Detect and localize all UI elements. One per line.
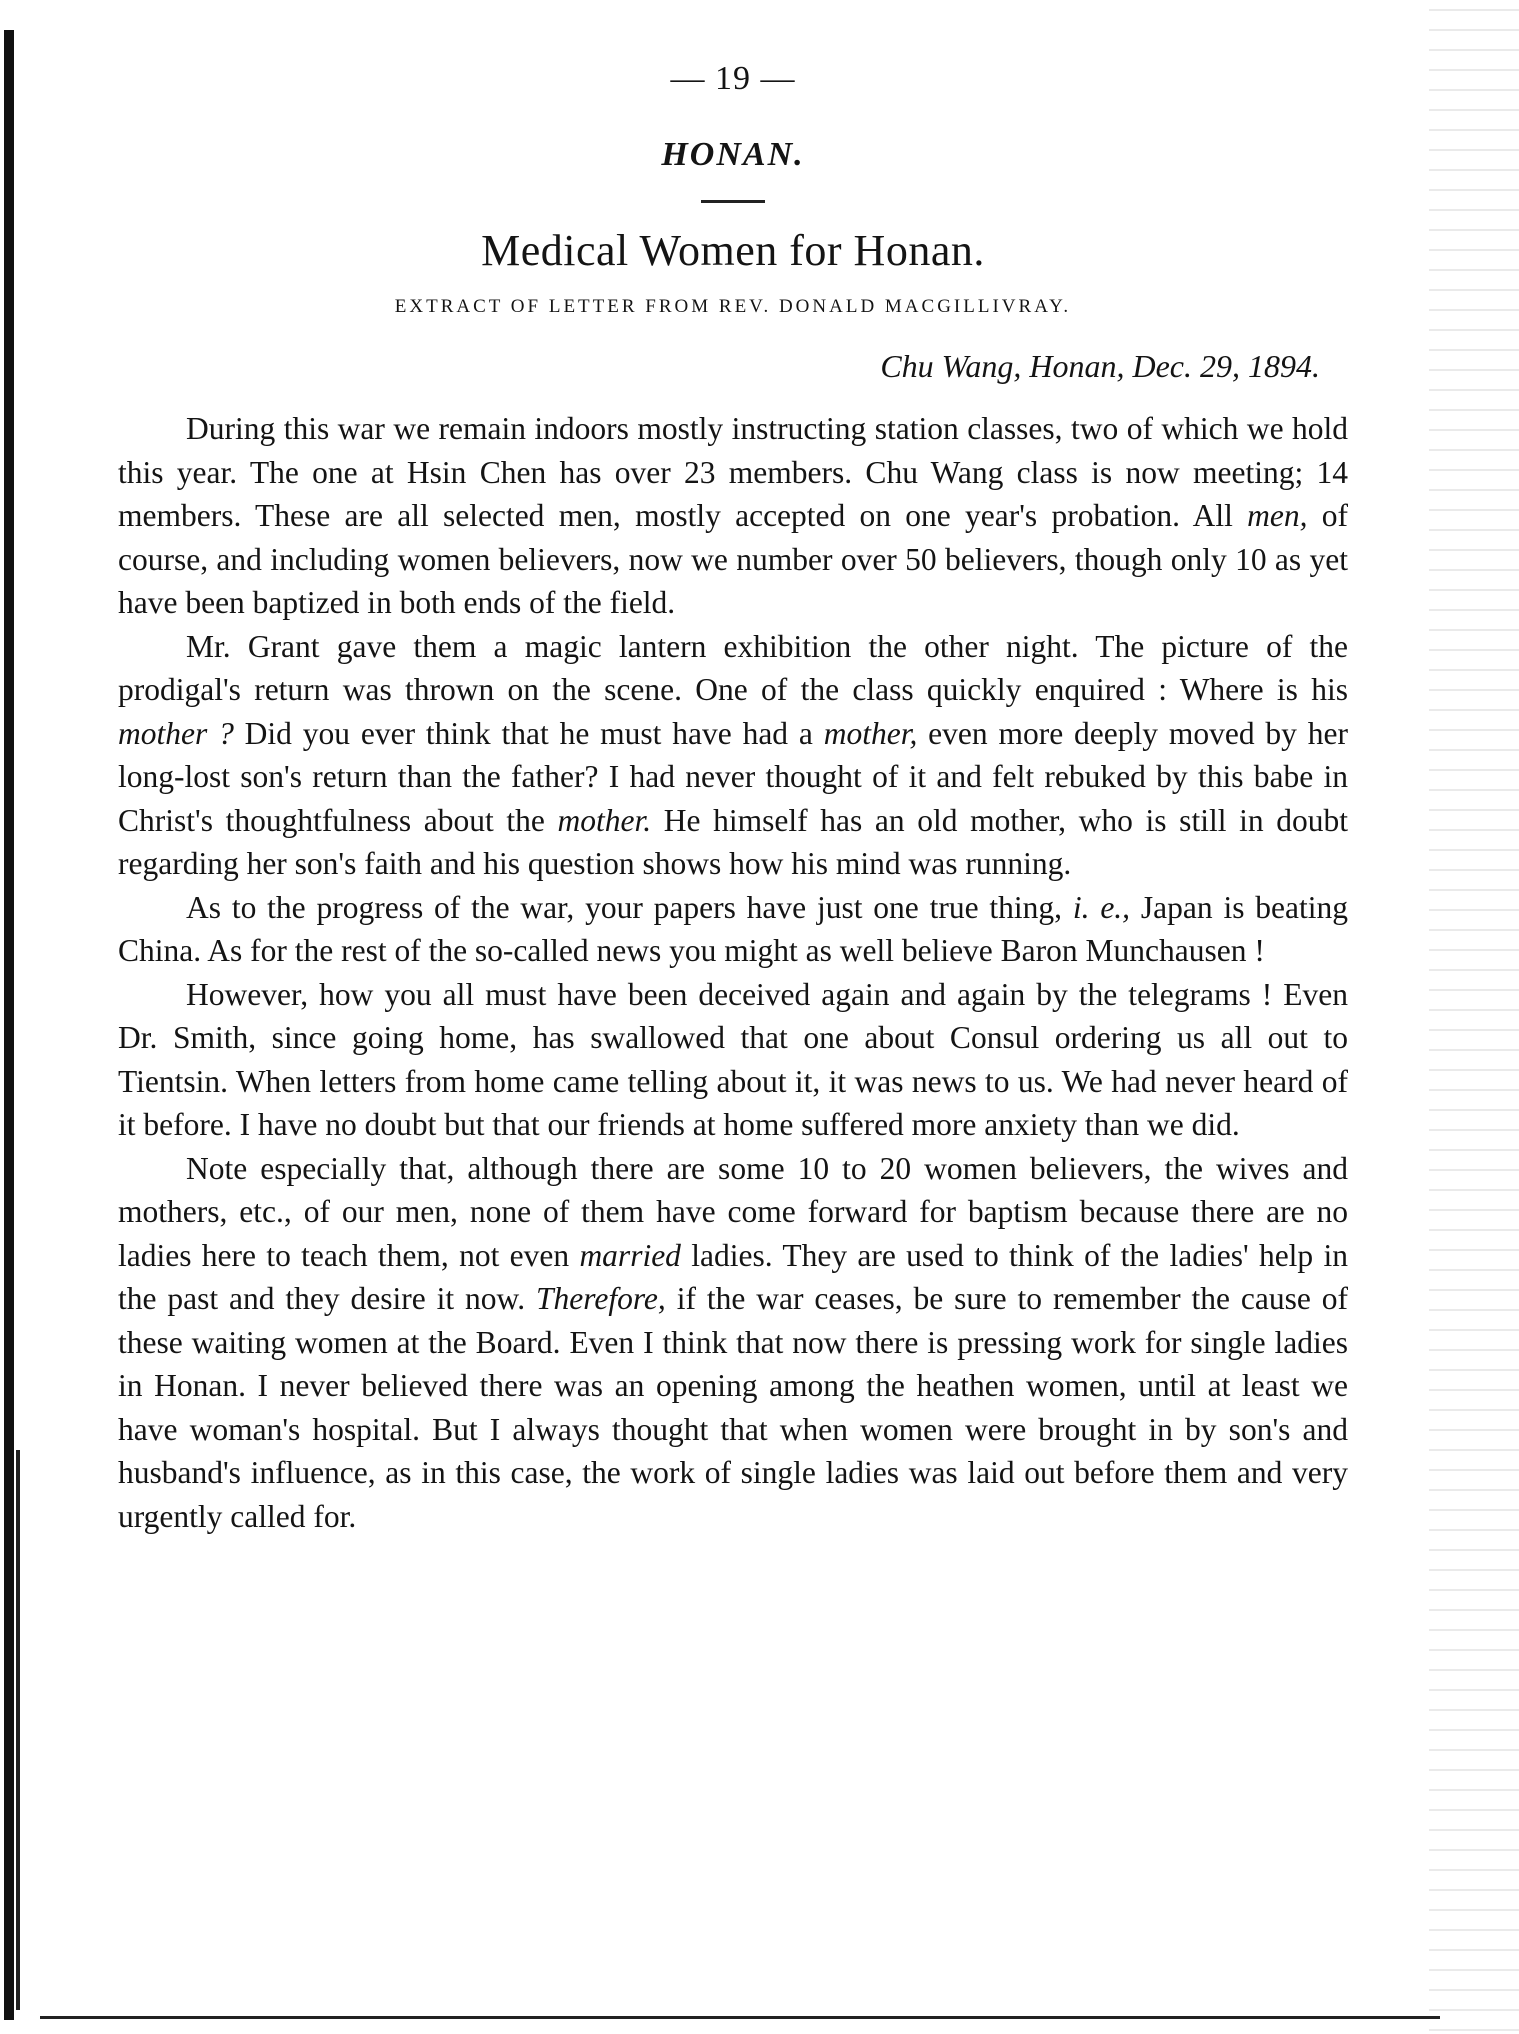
paragraph-5-text-b: ladies. They are used to think of the ladies' help in the past and they desire it now. (118, 1237, 1348, 1316)
left-binding-edge (4, 30, 14, 2020)
paragraph-3-emphasis: i. e., (1072, 889, 1131, 925)
bottom-edge-line (40, 2016, 1440, 2019)
paragraph-5-text-a: Note especially that, although there are some 10 to 20 women believers, the wives and mothers, etc., of our men, none of them have come forward for baptism because there are no ladies here to teach them, not even (118, 1150, 1348, 1273)
paragraph-2-emphasis-c: mother. (557, 802, 652, 838)
document-page (118, 60, 1348, 1538)
paragraph-1 (118, 407, 1348, 625)
paragraph-2-text-d: He himself has an old mother, who is still in doubt regarding her son's faith and his question shows how his mind was running. (118, 802, 1348, 881)
dateline: Chu Wang, Honan, Dec. 29, 1894. (880, 348, 1320, 384)
paragraph-3-text-b: Japan is beating China. As for the rest of the so-called news you might as well believe Baron Munchausen ! (118, 889, 1348, 968)
paragraph-2-emphasis-b: mother, (823, 715, 918, 751)
paragraph-5-emphasis-b: Therefore, (536, 1281, 666, 1316)
page-number: — 19 — (670, 60, 796, 97)
paragraph-1-text-a: During this war we remain indoors mostly instructing station classes, two of which we hold this year. The one at Hsin Chen has over 23 members. Chu Wang class is now meeting; 14 members. These are all selected men, mostly accepted on one year's probation. All (118, 411, 1348, 533)
left-binding-edge-inner (16, 1450, 20, 2010)
paragraph-2-text-c: even more deeply moved by her long-lost son's return than the father? I had never thought of it and felt rebuked by this babe in Christ's thoughtfulness about the (118, 715, 1348, 838)
paragraph-2 (118, 625, 1348, 886)
section-heading: HONAN. (661, 136, 805, 173)
paragraph-1-emphasis: men, (1247, 498, 1308, 533)
paragraph-1-text-b: of course, and including women believers, now we number over 50 believers, though only 10 as yet have been baptized in both ends of the field. (118, 498, 1348, 620)
divider-rule (701, 200, 765, 203)
right-page-edge-noise (1429, 0, 1519, 2034)
paragraph-5-text-c: if the war ceases, be sure to remember the cause of these waiting women at the Board. Even I think that now there is pressing work for single ladies in Honan. I never believed there was an opening among the heathen women, until at least we have woman's hospital. But I always thought that when women were brought in by son's and husband's influence, as in this case, the work of single ladies was laid out before them and very urgently called for. (118, 1281, 1348, 1534)
paragraph-2-text-b: Did you ever think that he must have had a (233, 715, 824, 751)
paragraph-3 (118, 886, 1348, 973)
paragraph-2-text-a: Mr. Grant gave them a magic lantern exhibition the other night. The picture of the prodigal's return was thrown on the scene. One of the class quickly enquired : Where is his (118, 628, 1348, 707)
paragraph-4 (118, 973, 1348, 1147)
paragraph-5-emphasis-a: married (579, 1237, 681, 1273)
article-subtitle: EXTRACT OF LETTER FROM REV. DONALD MACGILLIVRAY. (394, 296, 1072, 317)
article-title: Medical Women for Honan. (481, 226, 985, 275)
paragraph-4-text: However, how you all must have been deceived again and again by the telegrams ! Even Dr. Smith, since going home, has swallowed that one about Consul ordering us all out to Tientsin. When letters from home came telling about it, it was news to us. We had never heard of it before. I have no doubt but that our friends at home suffered more anxiety than we did. (118, 976, 1348, 1142)
paragraph-3-text-a: As to the progress of the war, your papers have just one true thing, (186, 889, 1073, 925)
paragraph-2-emphasis-a: mother ? (118, 715, 234, 751)
paragraph-5 (118, 1147, 1348, 1539)
